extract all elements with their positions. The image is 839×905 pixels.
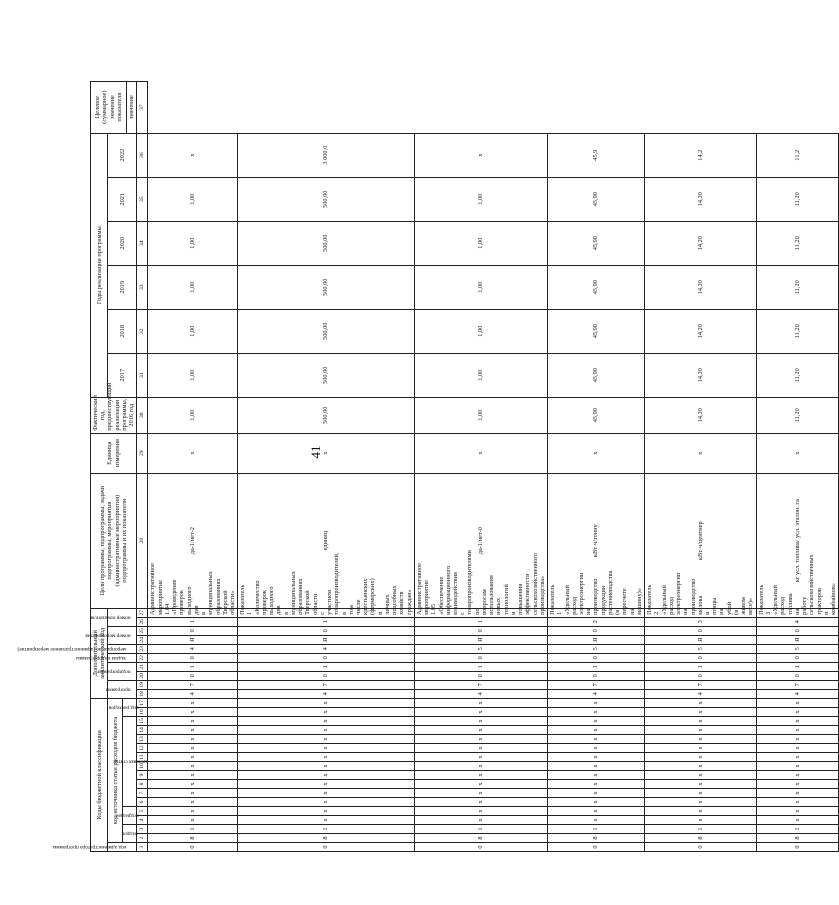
row-year-value: 11,20 xyxy=(756,221,839,265)
code-cell: x xyxy=(645,753,757,762)
code-cell: x xyxy=(645,780,757,789)
code-cell: 0 xyxy=(238,653,415,662)
code-cell: 4 xyxy=(148,644,238,653)
measure-number-header: номер мероприятия xyxy=(108,626,137,644)
table-row xyxy=(548,81,645,851)
row-description: Показатель 2 «Удельный расход электроэнергии на производство молока и птицы на убой (в живом весе)» xyxy=(645,608,757,617)
code-cell: x xyxy=(414,816,547,825)
code-cell: x xyxy=(238,771,415,780)
expense-type-header: вид расходов xyxy=(122,698,136,716)
code-cell: Я xyxy=(414,635,547,644)
code-cell: x xyxy=(148,762,238,771)
row-fact-value: x xyxy=(756,433,839,473)
code-cell: 0 xyxy=(548,653,645,662)
column-number: 25 xyxy=(137,626,148,635)
column-number: 15 xyxy=(137,717,148,726)
column-number: 34 xyxy=(137,221,148,265)
row-year-value: 14,20 xyxy=(645,397,757,433)
code-cell: x xyxy=(645,762,757,771)
column-number: 11 xyxy=(137,753,148,762)
code-cell: 7 xyxy=(645,680,757,689)
column-number: 20 xyxy=(137,671,148,680)
code-cell: x xyxy=(548,798,645,807)
code-cell: x xyxy=(414,744,547,753)
code-cell: x xyxy=(645,726,757,735)
target-value-header: Целевое (суммарное) значение показателя xyxy=(91,81,127,133)
code-cell: 0 xyxy=(414,671,547,680)
column-number: 27 xyxy=(137,608,148,617)
code-cell: 8 xyxy=(756,834,839,843)
code-cell: x xyxy=(148,771,238,780)
column-number: 18 xyxy=(137,689,148,698)
code-cell: x xyxy=(414,780,547,789)
code-cell: 0 xyxy=(645,843,757,852)
code-cell: 5 xyxy=(645,644,757,653)
column-number: 21 xyxy=(137,662,148,671)
additional-code-header: Дополнительный аналитический код xyxy=(91,608,108,698)
code-cell: x xyxy=(414,789,547,798)
code-cell: 0 xyxy=(238,671,415,680)
code-cell: x xyxy=(148,807,238,816)
column-number: 32 xyxy=(137,309,148,353)
row-year-value: 500,00 xyxy=(238,353,415,397)
code-cell: 4 xyxy=(148,689,238,698)
code-cell: 8 xyxy=(645,834,757,843)
code-cell: x xyxy=(148,698,238,707)
code-cell: 1 xyxy=(645,662,757,671)
code-cell: x xyxy=(414,726,547,735)
code-cell: x xyxy=(645,698,757,707)
code-cell: x xyxy=(414,735,547,744)
code-cell: x xyxy=(645,798,757,807)
row-year-value: 1,00 xyxy=(148,309,238,353)
column-number: 5 xyxy=(137,807,148,816)
column-number: 28 xyxy=(137,473,148,608)
code-cell: 0 xyxy=(548,671,645,680)
row-target-total: x xyxy=(414,133,547,177)
code-cell: 8 xyxy=(238,834,415,843)
column-number: 8 xyxy=(137,780,148,789)
code-cell: x xyxy=(645,807,757,816)
year-2019-header: 2019 xyxy=(108,265,137,309)
subprogram-code-header: подпрограмма xyxy=(108,662,137,680)
code-cell: 1 xyxy=(645,825,757,834)
code-cell: x xyxy=(238,698,415,707)
code-cell: 7 xyxy=(548,680,645,689)
column-number: 24 xyxy=(137,635,148,644)
code-cell: x xyxy=(548,753,645,762)
column-number: 37 xyxy=(137,81,148,133)
code-cell: 4 xyxy=(756,617,839,626)
fact-year-column-header: Фактический год, предшествующий реализации программы, 2016 год xyxy=(91,397,137,433)
code-cell: 4 xyxy=(756,689,839,698)
table-row xyxy=(414,81,547,851)
row-description: Административное мероприятие 1.04 «Проведение проверок выходного дня в муниципальных образованиях Тверской области» xyxy=(148,608,238,617)
code-cell: x xyxy=(756,771,839,780)
code-cell: x xyxy=(548,717,645,726)
code-cell: 1 xyxy=(548,825,645,834)
column-number: 14 xyxy=(137,726,148,735)
code-cell: x xyxy=(756,726,839,735)
code-cell: x xyxy=(548,807,645,816)
code-cell: 2 xyxy=(548,617,645,626)
row-year-value: 1,00 xyxy=(148,177,238,221)
code-cell: 0 xyxy=(148,626,238,635)
code-cell: 7 xyxy=(148,680,238,689)
code-cell: 0 xyxy=(548,626,645,635)
row-year-value: 1,00 xyxy=(414,177,547,221)
year-2021-header: 2021 xyxy=(108,177,137,221)
row-target-total: 14,2 xyxy=(645,133,757,177)
row-fact-value: x xyxy=(548,433,645,473)
code-cell: x xyxy=(548,726,645,735)
code-cell: x xyxy=(414,762,547,771)
row-year-value: 1,00 xyxy=(148,353,238,397)
row-unit: единиц xyxy=(238,473,415,608)
code-cell: x xyxy=(756,717,839,726)
code-cell: x xyxy=(148,780,238,789)
column-number: 1 xyxy=(137,843,148,852)
code-cell: 4 xyxy=(238,644,415,653)
row-year-value: 500,00 xyxy=(238,221,415,265)
code-cell: x xyxy=(756,708,839,717)
code-cell: 0 xyxy=(148,843,238,852)
column-number: 36 xyxy=(137,133,148,177)
column-number: 30 xyxy=(137,397,148,433)
code-cell: 1 xyxy=(756,662,839,671)
code-cell: 0 xyxy=(756,843,839,852)
column-number: 29 xyxy=(137,433,148,473)
code-cell: x xyxy=(148,798,238,807)
code-cell: x xyxy=(238,816,415,825)
code-cell: x xyxy=(414,753,547,762)
row-year-value: 45,90 xyxy=(548,353,645,397)
code-cell: x xyxy=(645,744,757,753)
code-cell: 4 xyxy=(548,689,645,698)
column-number: 10 xyxy=(137,762,148,771)
code-cell: Я xyxy=(756,635,839,644)
code-cell: x xyxy=(645,789,757,798)
indicator-number-header: номер показателя xyxy=(108,608,137,626)
row-description: Показатель 1 «Удельный расход электроэнергии на производство продукции растениеводства (в пересчете на машину)» xyxy=(548,608,645,617)
measure-code-header: мероприятие (административное мероприятие) xyxy=(108,644,137,653)
row-year-value: 45,90 xyxy=(548,177,645,221)
row-target-total: 3 000,0 xyxy=(238,133,415,177)
row-target-total: 45,9 xyxy=(548,133,645,177)
code-cell: 7 xyxy=(238,680,415,689)
code-cell: x xyxy=(148,789,238,798)
code-cell: x xyxy=(414,708,547,717)
code-cell: 8 xyxy=(148,834,238,843)
code-cell: 8 xyxy=(414,834,547,843)
row-description: Показатель 3 «Удельный расход топлива на работу сельскохозяйственных тракторов и комбайнов» xyxy=(756,608,839,617)
razdel-header: раздел xyxy=(122,825,136,843)
table-row xyxy=(238,81,415,851)
column-number: 33 xyxy=(137,265,148,309)
row-year-value: 500,00 xyxy=(238,177,415,221)
row-year-value: 1,00 xyxy=(148,397,238,433)
code-cell: 4 xyxy=(645,689,757,698)
column-number: 2 xyxy=(137,834,148,843)
row-year-value: 1,00 xyxy=(148,221,238,265)
code-cell: 1 xyxy=(238,662,415,671)
code-cell: 5 xyxy=(414,644,547,653)
code-cell: 5 xyxy=(756,644,839,653)
column-number: 7 xyxy=(137,789,148,798)
column-number: 19 xyxy=(137,680,148,689)
code-cell: x xyxy=(548,744,645,753)
goal-column-header: Цели программы, подпрограммы, задачи подпрограммы, мероприятия (административные мероприятия) подпрограммы и их показатели xyxy=(91,473,137,608)
program-indicators-table xyxy=(17,81,839,852)
year-2020-header: 2020 xyxy=(108,221,137,265)
podrazdel-header: подраздел xyxy=(122,807,136,825)
expense-source-header: код источника статьи расходов бюджета xyxy=(108,698,122,842)
row-year-value: 1,00 xyxy=(414,221,547,265)
row-year-value: 45,90 xyxy=(548,309,645,353)
row-year-value: 1,00 xyxy=(148,265,238,309)
code-cell: 7 xyxy=(756,680,839,689)
code-cell: 0 xyxy=(756,626,839,635)
row-year-value: 14,20 xyxy=(645,309,757,353)
code-cell: 7 xyxy=(414,680,547,689)
row-year-value: 11,20 xyxy=(756,309,839,353)
row-year-value: 14,20 xyxy=(645,177,757,221)
unit-column-header: Единица измерения xyxy=(91,433,137,473)
code-cell: x xyxy=(548,771,645,780)
code-cell: x xyxy=(756,744,839,753)
program-years-header: Годы реализации программы xyxy=(91,133,108,397)
row-fact-value: x xyxy=(148,433,238,473)
code-cell: 1 xyxy=(414,662,547,671)
code-cell: 0 xyxy=(414,626,547,635)
row-year-value: 11,20 xyxy=(756,353,839,397)
row-fact-value: x xyxy=(414,433,547,473)
code-cell: x xyxy=(756,753,839,762)
code-cell: x xyxy=(756,789,839,798)
table-row xyxy=(645,81,757,851)
code-cell: x xyxy=(414,807,547,816)
code-cell: x xyxy=(548,698,645,707)
code-cell: 0 xyxy=(148,653,238,662)
column-number: 9 xyxy=(137,771,148,780)
code-cell: 1 xyxy=(238,617,415,626)
row-unit: кВт·ч/центнер xyxy=(645,473,757,608)
column-numbers-row xyxy=(137,81,148,851)
code-cell: x xyxy=(414,698,547,707)
code-cell: x xyxy=(548,816,645,825)
row-year-value: 1,00 xyxy=(414,265,547,309)
code-cell: x xyxy=(645,816,757,825)
code-cell: x xyxy=(148,717,238,726)
code-cell: 0 xyxy=(238,843,415,852)
budget-codes-header: Коды бюджетной классификации xyxy=(91,698,108,851)
code-cell: 0 xyxy=(756,653,839,662)
code-cell: 0 xyxy=(756,671,839,680)
row-year-value: 11,20 xyxy=(756,397,839,433)
code-cell: 1 xyxy=(548,662,645,671)
code-cell: 0 xyxy=(548,843,645,852)
row-year-value: 14,20 xyxy=(645,265,757,309)
code-cell: x xyxy=(148,708,238,717)
row-unit: да-1/нет-0 xyxy=(414,473,547,608)
row-year-value: 14,20 xyxy=(645,353,757,397)
code-cell: x xyxy=(238,717,415,726)
code-cell: x xyxy=(756,735,839,744)
column-number: 13 xyxy=(137,735,148,744)
code-cell: 8 xyxy=(548,834,645,843)
code-cell: x xyxy=(548,780,645,789)
code-cell: x xyxy=(148,753,238,762)
code-cell: x xyxy=(238,708,415,717)
code-cell: 0 xyxy=(645,671,757,680)
code-cell: 5 xyxy=(548,644,645,653)
row-year-value: 11,20 xyxy=(756,177,839,221)
code-cell: Я xyxy=(148,635,238,644)
code-cell: 4 xyxy=(414,689,547,698)
code-cell: x xyxy=(238,762,415,771)
program-code-header: программа xyxy=(108,680,137,698)
row-fact-value: x xyxy=(645,433,757,473)
code-cell: x xyxy=(238,780,415,789)
row-year-value: 500,00 xyxy=(238,397,415,433)
code-cell: x xyxy=(548,762,645,771)
code-cell: x xyxy=(756,816,839,825)
column-number: 16 xyxy=(137,708,148,717)
code-cell: Я xyxy=(238,635,415,644)
row-unit: кВт·ч/тонну xyxy=(548,473,645,608)
task-code-header: задача подпрограммы xyxy=(108,653,137,662)
row-year-value: 1,00 xyxy=(414,353,547,397)
code-cell: x xyxy=(548,789,645,798)
row-description: Показатель 1 «Количество проверок выходного дня в муниципальных образованиях Тверской области с участием товаропроизводителей, в том числе крестьянских (фермерских) и личных подсобных хозяйств граждан» xyxy=(238,608,415,617)
row-year-value: 500,00 xyxy=(238,265,415,309)
code-cell: 1 xyxy=(756,825,839,834)
row-fact-value: x xyxy=(238,433,415,473)
code-cell: 0 xyxy=(645,626,757,635)
column-number: 6 xyxy=(137,798,148,807)
code-cell: x xyxy=(148,744,238,753)
program-table-rotated xyxy=(17,82,837,852)
code-cell: x xyxy=(148,735,238,744)
code-cell: 1 xyxy=(238,825,415,834)
row-year-value: 1,00 xyxy=(414,309,547,353)
table-row xyxy=(756,81,839,851)
row-description: Административное мероприятие 1.05 «Обеспечение информационного взаимодействия с товаропроизводителями по вопросам использования новых технологий и повышения эффективности сельскохозяйственного производства» xyxy=(414,608,547,617)
code-cell: x xyxy=(414,717,547,726)
code-cell: x xyxy=(148,726,238,735)
code-cell: x xyxy=(148,816,238,825)
row-unit: да-1/нет-2 xyxy=(148,473,238,608)
row-target-total: 11,2 xyxy=(756,133,839,177)
row-year-value: 45,90 xyxy=(548,397,645,433)
code-cell: x xyxy=(756,807,839,816)
row-year-value: 1,00 xyxy=(414,397,547,433)
code-cell: x xyxy=(756,780,839,789)
row-year-value: 45,90 xyxy=(548,221,645,265)
row-unit: кг усл. топлива/ усл. эталон. га xyxy=(756,473,839,608)
code-cell: x xyxy=(756,698,839,707)
year-2017-header: 2017 xyxy=(108,353,137,397)
row-target-total: x xyxy=(148,133,238,177)
code-cell: x xyxy=(238,726,415,735)
code-cell: 0 xyxy=(238,626,415,635)
code-cell: x xyxy=(756,762,839,771)
column-number: 3 xyxy=(137,825,148,834)
column-number: 12 xyxy=(137,744,148,753)
code-cell: x xyxy=(238,789,415,798)
target-total-header: значение xyxy=(127,81,137,133)
code-cell: 1 xyxy=(148,662,238,671)
row-year-value: 45,90 xyxy=(548,265,645,309)
code-cell: x xyxy=(414,771,547,780)
code-cell: 1 xyxy=(148,617,238,626)
code-cell: Я xyxy=(645,635,757,644)
page-number: 41 xyxy=(308,445,323,459)
code-cell: 1 xyxy=(414,825,547,834)
code-cell: x xyxy=(645,717,757,726)
code-cell: Я xyxy=(548,635,645,644)
code-cell: x xyxy=(238,798,415,807)
code-cell: 4 xyxy=(238,689,415,698)
code-cell: x xyxy=(548,708,645,717)
admin-code-header: код администратора программы xyxy=(108,843,137,852)
code-cell: x xyxy=(414,798,547,807)
code-cell: 0 xyxy=(414,843,547,852)
column-number: 31 xyxy=(137,353,148,397)
code-cell: x xyxy=(645,771,757,780)
code-cell: x xyxy=(645,708,757,717)
column-number: 26 xyxy=(137,617,148,626)
code-cell: x xyxy=(238,807,415,816)
year-2022-header: 2022 xyxy=(108,133,137,177)
column-number: 17 xyxy=(137,698,148,707)
year-2018-header: 2018 xyxy=(108,309,137,353)
row-year-value: 14,20 xyxy=(645,221,757,265)
code-cell: 1 xyxy=(148,825,238,834)
code-cell: 0 xyxy=(645,653,757,662)
code-cell: x xyxy=(238,744,415,753)
code-cell: x xyxy=(548,735,645,744)
code-cell: 3 xyxy=(645,617,757,626)
row-year-value: 500,00 xyxy=(238,309,415,353)
table-row xyxy=(148,81,238,851)
column-number: 23 xyxy=(137,644,148,653)
code-cell: 0 xyxy=(148,671,238,680)
code-cell: x xyxy=(238,753,415,762)
row-year-value: 11,20 xyxy=(756,265,839,309)
code-cell: 1 xyxy=(414,617,547,626)
code-cell: x xyxy=(238,735,415,744)
column-number: 22 xyxy=(137,653,148,662)
column-number: 35 xyxy=(137,177,148,221)
code-cell: x xyxy=(645,735,757,744)
code-cell: x xyxy=(756,798,839,807)
code-cell: 0 xyxy=(414,653,547,662)
target-article-header: целевая статья xyxy=(122,717,136,807)
column-number: 4 xyxy=(137,816,148,825)
